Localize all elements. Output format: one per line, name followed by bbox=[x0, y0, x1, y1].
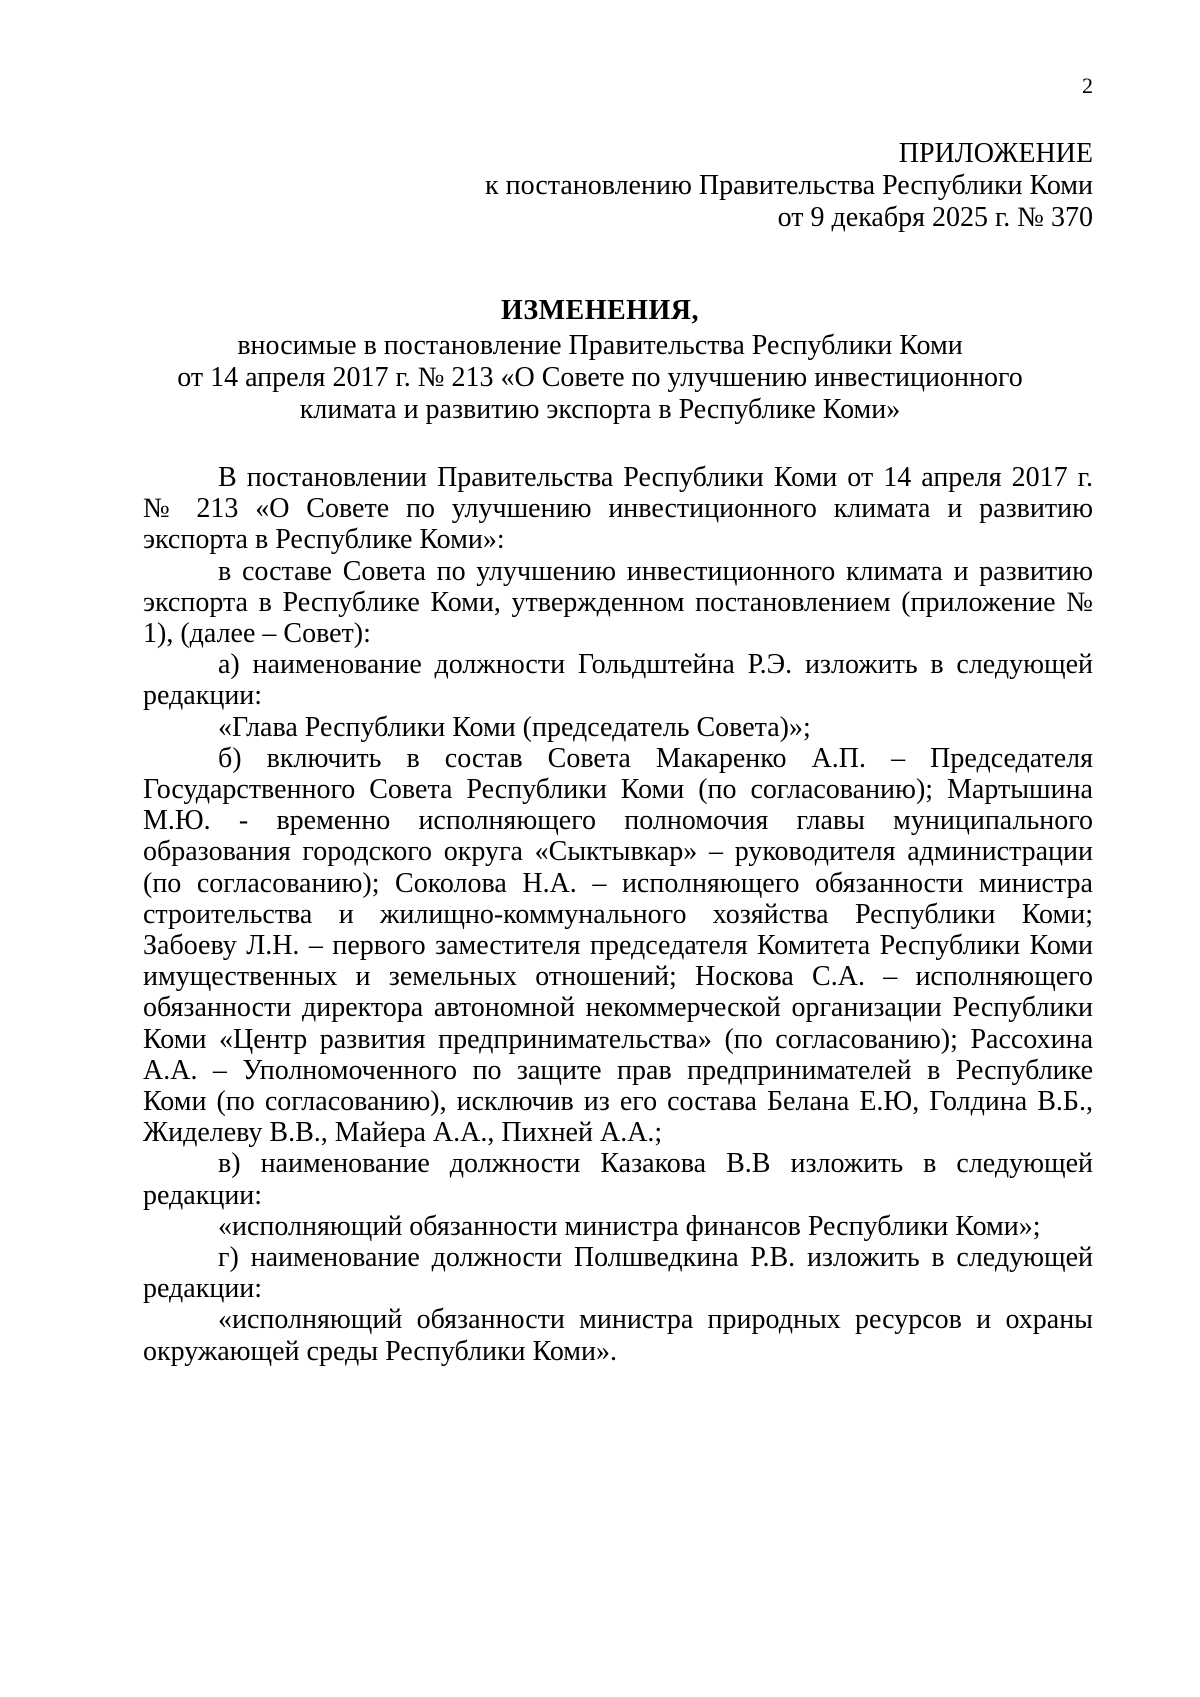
paragraph: г) наименование должности Полшведкина Р.В. изложить в следующей редакции: bbox=[143, 1242, 1093, 1305]
paragraph: «Глава Республики Коми (председатель Совета)»; bbox=[218, 711, 811, 743]
paragraph: а) наименование должности Гольдштейна Р.Э. изложить в следующей редакции: bbox=[143, 649, 1093, 712]
document-body bbox=[143, 462, 1093, 1367]
heading-line-1: вносимые в постановление Правительства Республики Коми bbox=[237, 330, 963, 361]
paragraph: б) включить в состав Совета Макаренко А.П. – Председателя Государственного Совета Республики Коми (по согласованию); Мартышина М.Ю. - временно исполняющего полномочия главы муниципального образования городского округа «Сыктывкар» – руководителя администрации (по согласованию); Соколова Н.А. – исполняющего обязанности министра строительства и жилищно-коммунального хозяйства Республики Коми; Забоеву Л.Н. – первого заместителя председателя Комитета Республики Коми имущественных и земельных отношений; Носкова С.А. – исполняющего обязанности директора автономной некоммерческой организации Республики Коми «Центр развития предпринимательства» (по согласованию); Рассохина А.А. – Уполномоченного по защите прав предпринимателей в Республике Коми (по согласованию), исключив из его состава Белана Е.Ю, Голдина В.Б., Жиделеву В.В., Майера А.А., Пихней А.А.; bbox=[143, 742, 1093, 1149]
paragraph: «исполняющий обязанности министра финансов Республики Коми»; bbox=[218, 1210, 1041, 1242]
appendix-line-2: от 9 декабря 2025 г. № 370 bbox=[777, 202, 1093, 233]
paragraph: «исполняющий обязанности министра природных ресурсов и охраны окружающей среды Республики Коми». bbox=[143, 1304, 1093, 1367]
paragraph: В постановлении Правительства Республики Коми от 14 апреля 2017 г. № 213 «О Совете по улучшению инвестиционного климата и развитию экспорта в Республике Коми»: bbox=[143, 462, 1093, 556]
paragraph: в) наименование должности Казакова В.В изложить в следующей редакции: bbox=[143, 1148, 1093, 1211]
page-number: 2 bbox=[1082, 73, 1093, 98]
appendix-line-1: к постановлению Правительства Республики Коми bbox=[485, 170, 1093, 201]
document-heading bbox=[120, 295, 1080, 426]
appendix-title: ПРИЛОЖЕНИЕ bbox=[898, 138, 1093, 169]
heading-title: ИЗМЕНЕНИЯ, bbox=[501, 295, 699, 326]
heading-line-3: климата и развитию экспорта в Республике Коми» bbox=[299, 394, 901, 425]
heading-line-2: от 14 апреля 2017 г. № 213 «О Совете по улучшению инвестиционного bbox=[177, 362, 1023, 393]
paragraph: в составе Совета по улучшению инвестиционного климата и развитию экспорта в Республике Коми, утвержденном постановлением (приложение № 1), (далее – Совет): bbox=[143, 555, 1093, 650]
appendix-block bbox=[333, 138, 1093, 234]
